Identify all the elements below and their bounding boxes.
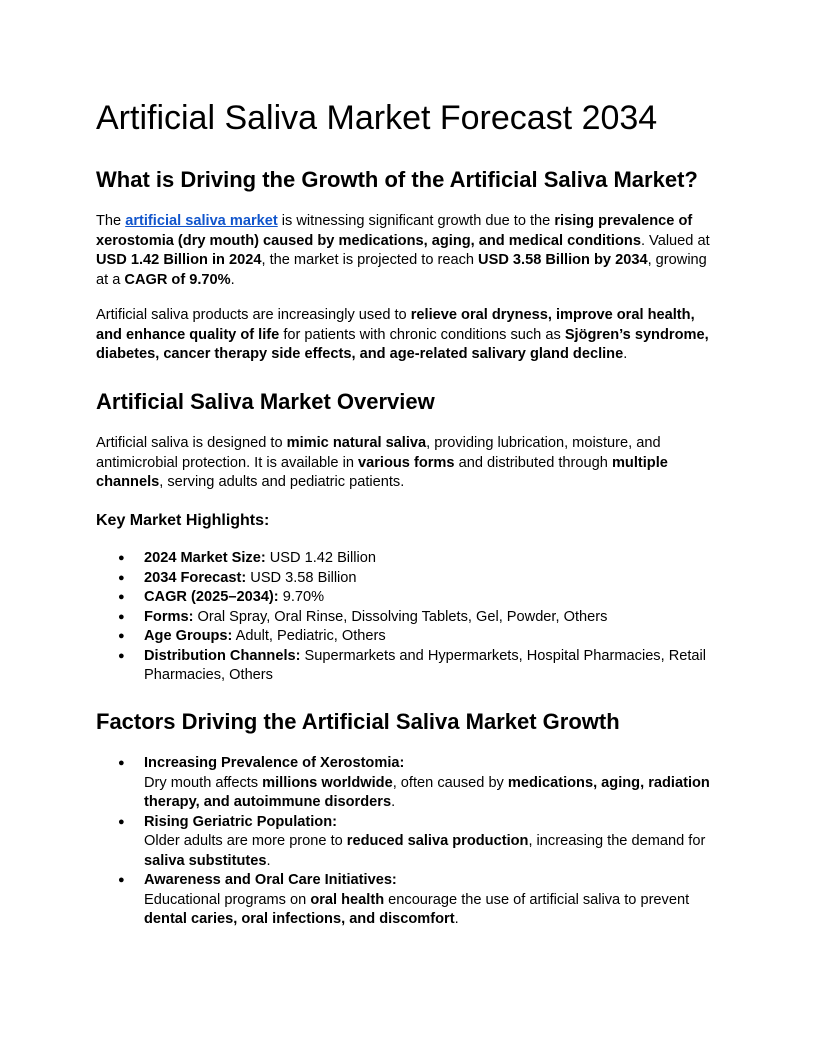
item-label: Rising Geriatric Population: [144,813,337,830]
bold-text: saliva substitutes [144,852,267,869]
text: Older adults are more prone to [144,833,347,849]
list-item [96,813,720,872]
text: for patients with chronic conditions such as [279,326,565,343]
text: , serving adults and pediatric patients. [159,474,405,490]
item-value: Oral Spray, Oral Rinse, Dissolving Tablets, Gel, Powder, Others [193,608,608,625]
overview-paragraph [96,434,720,493]
list-item [96,754,720,813]
text: . [391,794,396,810]
text: . [454,911,459,927]
item-value: 9.70% [278,589,325,605]
market-link[interactable]: artificial saliva market [125,213,278,229]
item-label: Increasing Prevalence of Xerostomia: [144,755,405,771]
text: Educational programs on [144,891,311,908]
bold-text: USD 1.42 Billion in 2024 [96,252,262,268]
bold-text: reduced saliva production [346,833,529,849]
page-title: Artificial Saliva Market Forecast 2034 [96,99,658,137]
text: Artificial saliva products are increasingly used to [96,307,411,323]
item-label: 2034 Forecast: [144,569,247,586]
bold-text: CAGR of 9.70% [124,271,231,288]
highlights-heading: Key Market Highlights: [96,512,270,529]
bold-text: USD 3.58 Billion by 2034 [478,252,648,268]
item-label: 2024 Market Size: [144,550,266,566]
usage-paragraph [96,306,720,365]
bold-text: multiple channels [96,454,668,490]
text: , growing at a [96,252,707,288]
bold-text: dental caries, oral infections, and discomfort [144,911,455,927]
intro-paragraph [96,212,720,290]
item-value: USD 3.58 Billion [246,569,357,586]
item-label: Age Groups: [144,628,233,644]
bold-text: relieve oral dryness, improve oral health, and enhance quality of life [96,307,695,343]
text: . [230,271,235,288]
section-heading-overview: Artificial Saliva Market Overview [96,389,435,414]
text: The [96,213,126,229]
item-value: USD 1.42 Billion [265,550,377,566]
list-item [96,871,720,930]
text: Artificial saliva is designed to [96,435,287,451]
item-value: Adult, Pediatric, Others [232,628,386,644]
text: , the market is projected to reach [261,252,479,268]
text: . Valued at [640,232,710,249]
bold-text: oral health [310,891,385,908]
item-value: Supermarkets and Hypermarkets, Hospital Pharmacies, Retail Pharmacies, Others [144,647,707,683]
section-heading-factors: Factors Driving the Artificial Saliva Market Growth [96,709,620,734]
bold-text: mimic natural saliva [286,435,427,451]
text: is witnessing significant growth due to the [277,213,555,229]
text: encourage the use of artificial saliva to prevent [384,891,690,908]
bold-text: rising prevalence of xerostomia (dry mouth) caused by medications, aging, and medical conditions [96,213,693,249]
section-heading-growth: What is Driving the Growth of the Artificial Saliva Market? [96,167,698,192]
list-item [96,569,720,589]
text: . [266,852,271,869]
list-item [96,588,720,608]
factors-list [96,754,720,930]
list-item [96,608,720,628]
list-item [96,627,720,647]
item-label: CAGR (2025–2034): [144,589,279,605]
text: Dry mouth affects [144,774,263,791]
list-item [96,549,720,569]
item-label: Forms: [144,608,194,625]
list-item [96,647,720,686]
bold-text: Sjögren’s syndrome, diabetes, cancer therapy side effects, and age-related salivary gland decline [96,326,709,362]
text: and distributed through [454,454,612,471]
item-label: Distribution Channels: [144,647,301,664]
bold-text: medications, aging, radiation therapy, and autoimmune disorders [144,774,710,810]
bold-text: millions worldwide [262,774,393,791]
item-label: Awareness and Oral Care Initiatives: [144,872,397,888]
highlights-list [96,549,720,686]
text: , providing lubrication, moisture, and antimicrobial protection. It is available in [96,435,661,471]
text: . [623,346,628,362]
bold-text: various forms [358,454,455,471]
text: , increasing the demand for [528,833,706,849]
text: , often caused by [392,774,508,791]
